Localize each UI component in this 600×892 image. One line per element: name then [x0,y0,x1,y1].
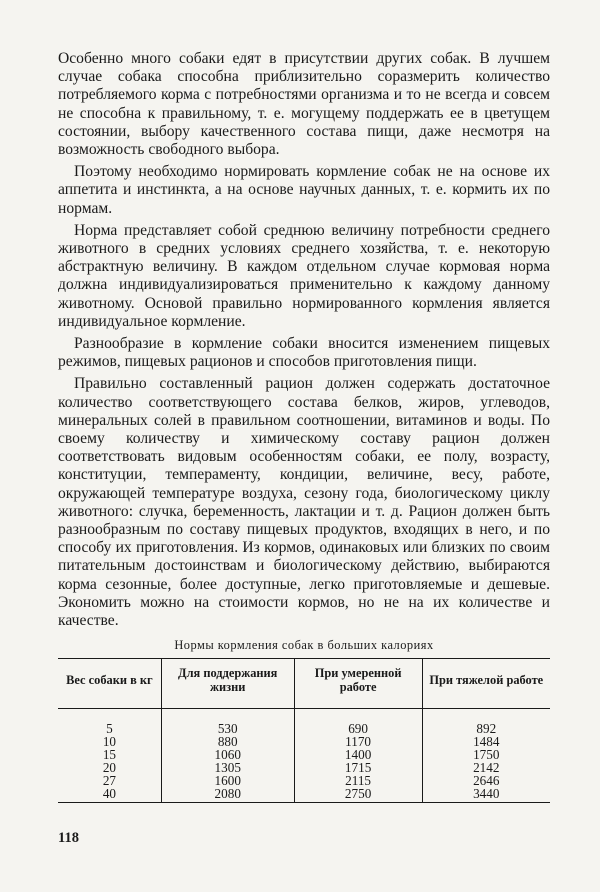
page-number: 118 [58,830,79,846]
table-header-row [58,659,550,709]
paragraph-5: Правильно составленный рацион должен содержать достаточное количество соответствующего состава белков, жиров, углеводов, минеральных солей в правильном соотношении, витаминов и воды. По своему количеству и химическому составу рацион должен соответствовать видовым особенностям собаки, ее полу, возрасту, конституции, темпераменту, кондиции, величине, весу, работе, окружающей температуре воздуха, сезону года, биологическому циклу животного: случка, беременность, лактации и т. д. Рацион должен быть разнообразным по составу пищевых продуктов, входящих в него, и по способу их приготовления. Из кормов, одинаковых или близких по своим питательным достоинствам и биологическому действию, выбираются корма сезонные, более доступные, легко приготовляемые и дешевые. Экономить можно на стоимости кормов, но не на их количестве и качестве. [58,375,550,630]
cell-weight: 5 [106,721,113,737]
cell-moderate-work: 690 [294,709,422,736]
header-heavy-work: При тяжелой работе [422,659,550,709]
cell-heavy-work: 892 [422,709,550,736]
cell-moderate-work: 1170 [294,735,422,748]
header-moderate-work: При умеренной работе [294,659,422,709]
cell-weight: 10 [102,734,116,750]
cell-moderate-work: 2750 [294,787,422,803]
header-weight: Вес собаки в кг [58,659,161,709]
cell-heavy-work: 2142 [422,761,550,774]
table-row [58,787,550,803]
paragraph-2: Поэтому необходимо нормировать кормление собак не на основе их аппетита и инстинкта, а на основе научных данных, т. е. кормить их по нормам. [58,163,550,217]
cell-moderate-work: 2115 [294,774,422,787]
cell-heavy-work: 3440 [422,787,550,803]
cell-heavy-work: 2646 [422,774,550,787]
cell-maintenance: 2080 [161,787,294,803]
cell-weight: 40 [58,787,161,803]
cell-moderate-work: 1715 [294,761,422,774]
cell-maintenance: 530 [161,709,294,736]
cell-weight: 15 [102,747,116,763]
cell-maintenance: 1600 [161,774,294,787]
cell-maintenance: 1060 [161,748,294,761]
paragraph-3: Норма представляет собой среднюю величину потребности среднего животного в средних условиях среднего хозяйства, т. е. некоторую абстрактную величину. В каждом отдельном случае кормовая норма должна индивидуализироваться применительно к каждому данному животному. Основой правильно нормированного кормления является индивидуальное кормление. [58,221,550,330]
cell-weight: 27 [102,773,116,789]
header-maintenance: Для поддержания жизни [161,659,294,709]
paragraph-1: Особенно много собаки едят в присутствии других собак. В лучшем случае собака способна приблизительно соразмерить количество потребляемого корма с потребностями организма и то не всегда и совсем не способна к правильному, т. е. могущему поддержать ее в цветущем состоянии, выбору качественного состава пищи, даже несмотря на возможность свободного выбора. [58,50,550,159]
cell-maintenance: 1305 [161,761,294,774]
paragraph-4: Разнообразие в кормление собаки вносится изменением пищевых режимов, пищевых рационов и способов приготовления пищи. [58,335,550,371]
feeding-norms-table [58,658,550,803]
cell-weight: 20 [102,760,116,776]
cell-heavy-work: 1750 [422,748,550,761]
table-title: Нормы кормления собак в больших калориях [174,638,434,653]
table-row [58,709,550,736]
cell-maintenance: 880 [161,735,294,748]
cell-moderate-work: 1400 [294,748,422,761]
cell-heavy-work: 1484 [422,735,550,748]
